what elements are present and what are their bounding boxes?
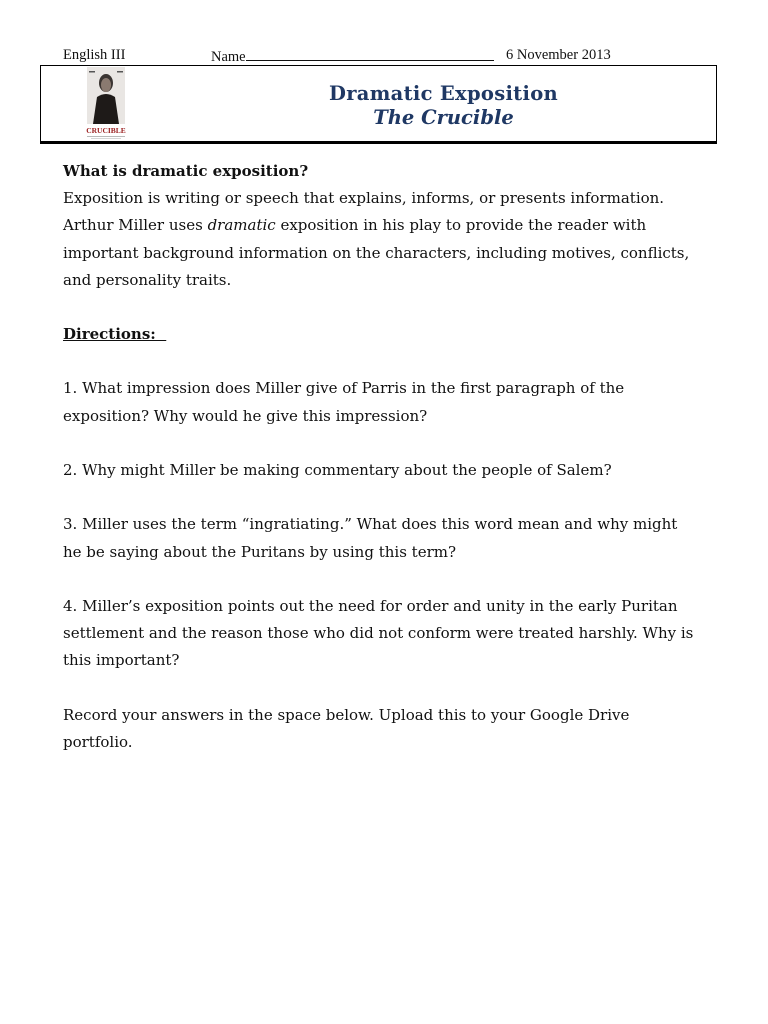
document-title: Dramatic Exposition [329, 82, 558, 105]
name-label: Name [211, 49, 246, 65]
crucible-poster-image [81, 67, 131, 140]
question-4: settlement and the reason those who did not conform were treated harshly. Why is [63, 624, 694, 643]
intro-line [63, 212, 708, 239]
spacer [63, 675, 708, 702]
spacer [63, 348, 708, 375]
question-3: he be saying about the Puritans by using this term? [63, 542, 457, 561]
intro-line: important background information on the characters, including motives, conflicts, [63, 243, 690, 262]
name-blank-line [246, 47, 494, 61]
directions-heading: Directions: [63, 325, 167, 344]
question-4: 4. Miller’s exposition points out the need for order and unity in the early Puritan [63, 596, 678, 615]
question-1: 1. What impression does Miller give of Parris in the first paragraph of the [63, 379, 625, 398]
intro-emphasis: dramatic [207, 216, 276, 235]
question-3: 3. Miller uses the term “ingratiating.” What does this word mean and why might [63, 515, 678, 534]
question-1: exposition? Why would he give this impression? [63, 406, 428, 425]
document-subtitle: The Crucible [373, 106, 514, 129]
question-4: this important? [63, 651, 180, 670]
document-header [63, 47, 663, 65]
spacer [63, 430, 708, 457]
instructions-line: portfolio. [63, 732, 133, 751]
intro-line: Exposition is writing or speech that explains, informs, or presents information. [63, 189, 665, 208]
poster-title-text: CRUCIBLE [86, 126, 126, 135]
spacer [63, 484, 708, 511]
intro-heading: What is dramatic exposition? [63, 162, 309, 180]
spacer [63, 566, 708, 593]
intro-line: and personality traits. [63, 270, 232, 289]
intro-text: Arthur Miller uses [63, 216, 208, 235]
question-2: 2. Why might Miller be making commentary about the people of Salem? [63, 461, 612, 479]
course-label: English III [63, 47, 126, 63]
name-field [211, 47, 494, 66]
title-block [261, 82, 626, 130]
instructions-line: Record your answers in the space below. Upload this to your Google Drive [63, 705, 630, 724]
intro-text: exposition in his play to provide the reader with [275, 216, 647, 235]
date-label: 6 November 2013 [506, 47, 611, 63]
document-body [63, 158, 708, 756]
title-box [40, 65, 717, 144]
